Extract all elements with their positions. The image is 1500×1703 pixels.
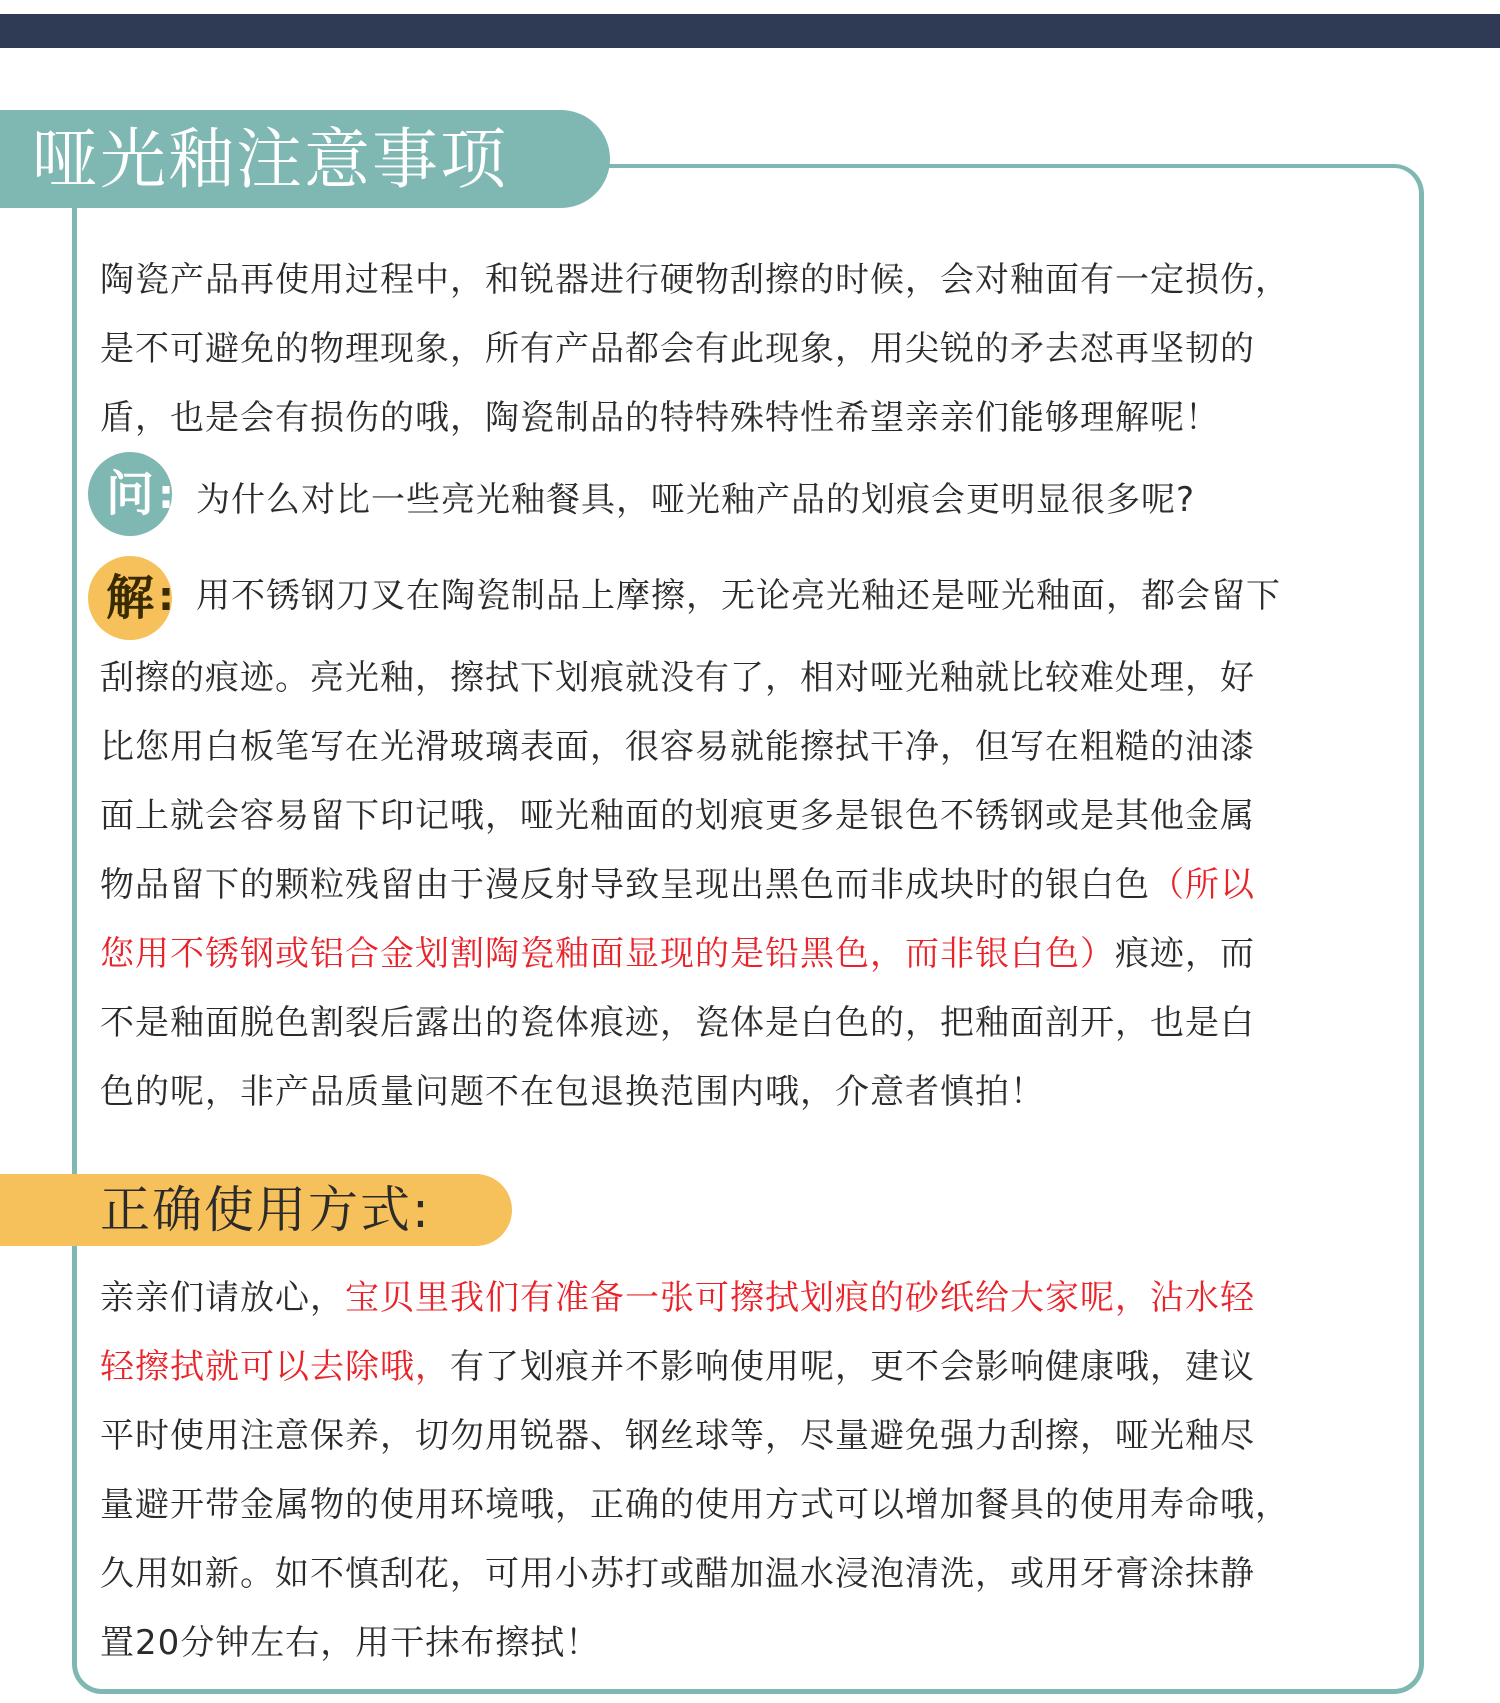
answer-line-3: 比您用白板笔写在光滑玻璃表面，很容易就能擦拭干净，但写在粗糙的油漆 — [100, 727, 1255, 767]
usage-line-1-text: 亲亲们请放心， — [100, 1278, 345, 1318]
page-title: 哑光釉注意事项 — [32, 121, 508, 198]
answer-line-6-highlight: 您用不锈钢或铝合金划割陶瓷釉面显现的是铅黑色，而非银白色） — [100, 934, 1115, 974]
usage-line-1-highlight: 宝贝里我们有准备一张可擦拭划痕的砂纸给大家呢，沾水轻 — [345, 1278, 1255, 1318]
answer-line-5-text: 物品留下的颗粒残留由于漫反射导致呈现出黑色而非成块时的银白色 — [100, 865, 1150, 905]
usage-line-2-text: 有了划痕并不影响使用呢，更不会影响健康哦，建议 — [450, 1347, 1255, 1387]
question-badge: 问 — [88, 452, 172, 536]
answer-line-7: 不是釉面脱色割裂后露出的瓷体痕迹，瓷体是白色的，把釉面剖开，也是白 — [100, 1003, 1255, 1043]
usage-line-1 — [100, 1264, 1255, 1333]
answer-line-4: 面上就会容易留下印记哦，哑光釉面的划痕更多是银色不锈钢或是其他金属 — [100, 796, 1255, 836]
answer-badge: 解 — [88, 556, 172, 640]
usage-line-3: 平时使用注意保养，切勿用锐器、钢丝球等，尽量避免强力刮擦，哑光釉尽 — [100, 1416, 1255, 1456]
answer-line-5-highlight: （所以 — [1150, 865, 1255, 905]
intro-line-1: 陶瓷产品再使用过程中，和锐器进行硬物刮擦的时候，会对釉面有一定损伤， — [100, 260, 1290, 300]
usage-title: 正确使用方式: — [100, 1181, 431, 1239]
intro-line-2: 是不可避免的物理现象，所有产品都会有此现象，用尖锐的矛去怼再坚韧的 — [100, 329, 1255, 369]
intro-line-3: 盾，也是会有损伤的哦，陶瓷制品的特特殊特性希望亲亲们能够理解呢！ — [100, 398, 1220, 438]
question-colon: : — [158, 472, 174, 518]
answer-line-6 — [100, 920, 1255, 989]
usage-line-5: 久用如新。如不慎刮花，可用小苏打或醋加温水浸泡清洗，或用牙膏涂抹静 — [100, 1554, 1255, 1594]
answer-line-2: 刮擦的痕迹。亮光釉，擦拭下划痕就没有了，相对哑光釉就比较难处理，好 — [100, 658, 1255, 698]
answer-line-5 — [100, 851, 1255, 920]
top-bar — [0, 14, 1500, 48]
usage-line-6: 置20分钟左右，用干抹布擦拭！ — [100, 1623, 601, 1663]
answer-colon: : — [158, 574, 174, 620]
usage-line-4: 量避开带金属物的使用环境哦，正确的使用方式可以增加餐具的使用寿命哦， — [100, 1485, 1290, 1525]
answer-line-1: 用不锈钢刀叉在陶瓷制品上摩擦，无论亮光釉还是哑光釉面，都会留下 — [196, 576, 1281, 616]
answer-line-6-text: 痕迹，而 — [1115, 934, 1255, 974]
answer-line-8: 色的呢，非产品质量问题不在包退换范围内哦，介意者慎拍！ — [100, 1072, 1045, 1112]
question-text: 为什么对比一些亮光釉餐具，哑光釉产品的划痕会更明显很多呢? — [196, 480, 1196, 520]
usage-line-2-highlight: 轻擦拭就可以去除哦， — [100, 1347, 450, 1387]
usage-line-2 — [100, 1333, 1255, 1402]
